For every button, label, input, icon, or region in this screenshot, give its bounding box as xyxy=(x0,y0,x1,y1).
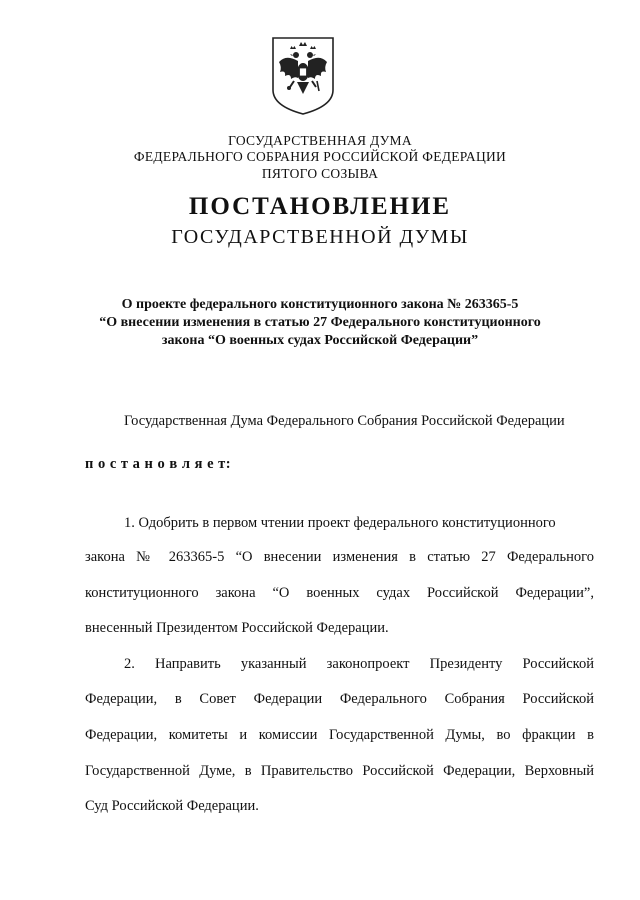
paragraph-1-line-2: закона № 263365-5 “О внесении изменения в статью 27 Федерального xyxy=(85,549,594,565)
paragraph-2-line-3: Федерации, комитеты и комиссии Государственной Думы, во фракции в xyxy=(85,727,594,743)
subject-line-3: закона “О военных судах Российской Федерации” xyxy=(161,333,479,348)
paragraph-2-line-1: 2. Направить указанный законопроект Президенту Российской xyxy=(124,656,594,672)
paragraph-2-line-5: Суд Российской Федерации. xyxy=(85,798,259,814)
paragraph-1-line-4: внесенный Президентом Российской Федерации. xyxy=(85,620,389,636)
preamble-text: Государственная Дума Федерального Собрания Российской Федерации xyxy=(124,413,565,429)
subject-line-2: “О внесении изменения в статью 27 Федерального конституционного xyxy=(99,315,541,330)
document-subtitle: ГОСУДАРСТВЕННОЙ ДУМЫ xyxy=(171,226,469,248)
paragraph-2-line-4: Государственной Думе, в Правительство Российской Федерации, Верховный xyxy=(85,763,594,779)
resolves-word: п о с т а н о в л я е т: xyxy=(85,456,232,472)
subject-line-1: О проекте федерального конституционного закона № 263365-5 xyxy=(121,297,519,312)
paragraph-2-line-2: Федерации, в Совет Федерации Федерального Собрания Российской xyxy=(85,691,594,707)
state-emblem-icon xyxy=(268,34,338,116)
document-title: ПОСТАНОВЛЕНИЕ xyxy=(188,193,452,220)
header-line-duma: ГОСУДАРСТВЕННАЯ ДУМА xyxy=(228,133,412,148)
header-line-convocation: ПЯТОГО СОЗЫВА xyxy=(261,166,379,181)
header-line-assembly: ФЕДЕРАЛЬНОГО СОБРАНИЯ РОССИЙСКОЙ ФЕДЕРАЦИИ xyxy=(133,149,507,164)
paragraph-1-line-1: 1. Одобрить в первом чтении проект федерального конституционного xyxy=(124,515,556,531)
paragraph-1-line-3: конституционного закона “О военных судах Российской Федерации”, xyxy=(85,585,594,601)
